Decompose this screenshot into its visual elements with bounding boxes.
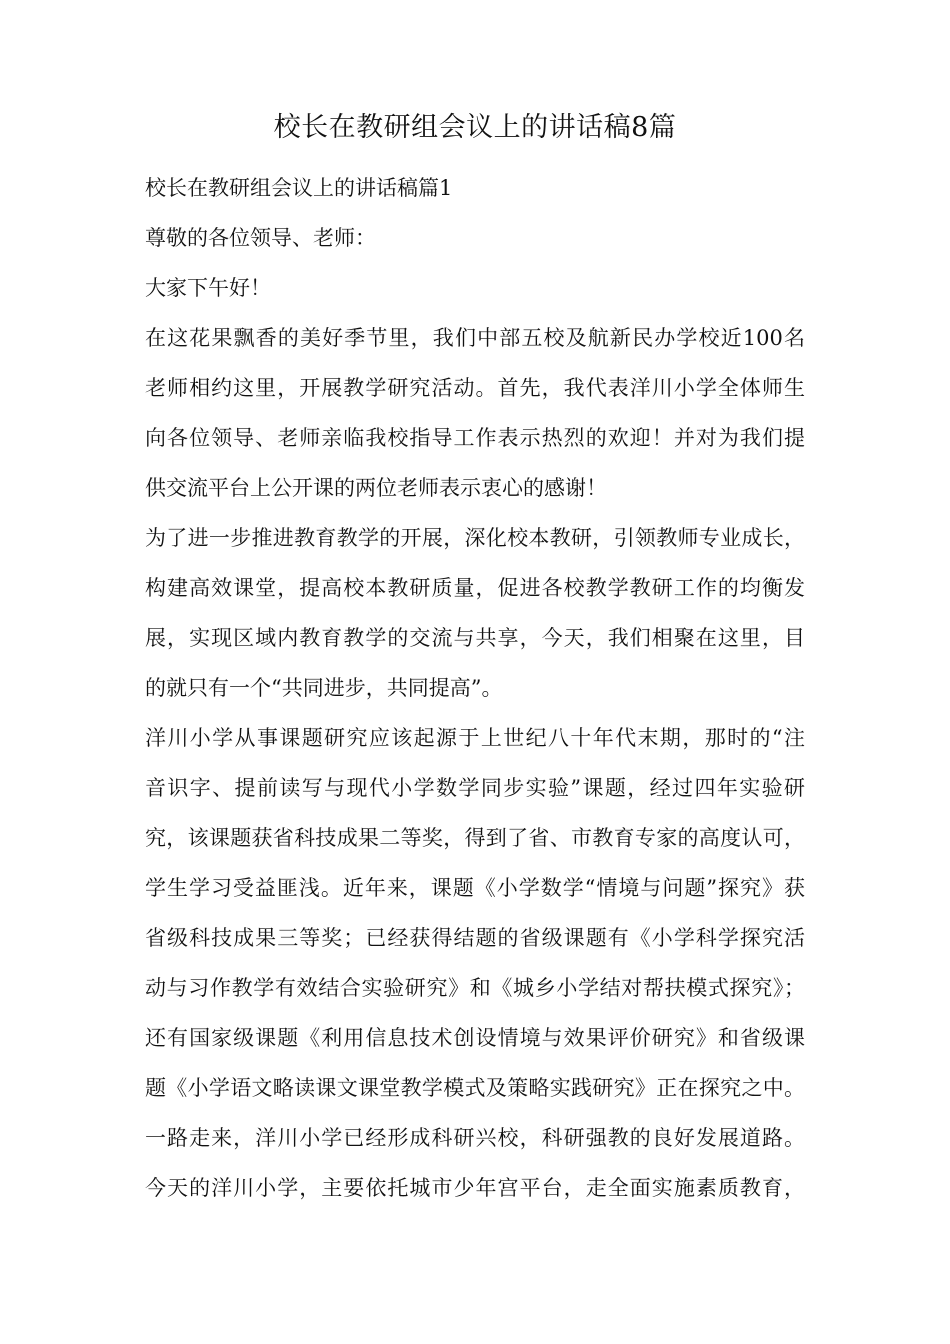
paragraph-line: 展，实现区域内教育教学的交流与共享，今天，我们相聚在这里，目 bbox=[145, 626, 805, 650]
paragraph-line: 为了进一步推进教育教学的开展，深化校本教研，引领教师专业成长， bbox=[145, 526, 805, 550]
section-heading: 校长在教研组会议上的讲话稿篇1 bbox=[145, 176, 453, 200]
paragraph-line: 音识字、提前读写与现代小学数学同步实验”课题，经过四年实验研 bbox=[145, 776, 805, 800]
paragraph-line: 还有国家级课题《利用信息技术创设情境与效果评价研究》和省级课 bbox=[145, 1026, 805, 1050]
paragraph-line: 老师相约这里，开展教学研究活动。首先，我代表洋川小学全体师生 bbox=[145, 376, 805, 400]
paragraph-line: 学生学习受益匪浅。近年来，课题《小学数学“情境与问题”探究》获 bbox=[145, 876, 805, 900]
paragraph-line: 动与习作教学有效结合实验研究》和《城乡小学结对帮扶模式探究》； bbox=[145, 976, 805, 1000]
paragraph-line: 究，该课题获省科技成果二等奖，得到了省、市教育专家的高度认可， bbox=[145, 826, 805, 850]
paragraph-line: 在这花果飘香的美好季节里，我们中部五校及航新民办学校近100名 bbox=[145, 326, 805, 350]
paragraph-line: 洋川小学从事课题研究应该起源于上世纪八十年代末期，那时的“注 bbox=[145, 726, 805, 750]
paragraph-line: 省级科技成果三等奖；已经获得结题的省级课题有《小学科学探究活 bbox=[145, 926, 805, 950]
paragraph-line: 的就只有一个“共同进步，共同提高”。 bbox=[145, 676, 503, 700]
paragraph-line: 供交流平台上公开课的两位老师表示衷心的感谢！ bbox=[145, 476, 607, 500]
document-title: 校长在教研组会议上的讲话稿8篇 bbox=[273, 112, 677, 143]
salutation: 尊敬的各位领导、老师： bbox=[145, 226, 376, 250]
greeting: 大家下午好！ bbox=[145, 276, 271, 300]
paragraph-line: 向各位领导、老师亲临我校指导工作表示热烈的欢迎！并对为我们提 bbox=[145, 426, 805, 450]
paragraph-line: 题《小学语文略读课文课堂教学模式及策略实践研究》正在探究之中。 bbox=[145, 1076, 805, 1100]
paragraph-line: 一路走来，洋川小学已经形成科研兴校，科研强教的良好发展道路。 bbox=[145, 1126, 805, 1150]
paragraph-line: 构建高效课堂，提高校本教研质量，促进各校教学教研工作的均衡发 bbox=[145, 576, 805, 600]
paragraph-line: 今天的洋川小学，主要依托城市少年宫平台，走全面实施素质教育， bbox=[145, 1176, 805, 1200]
